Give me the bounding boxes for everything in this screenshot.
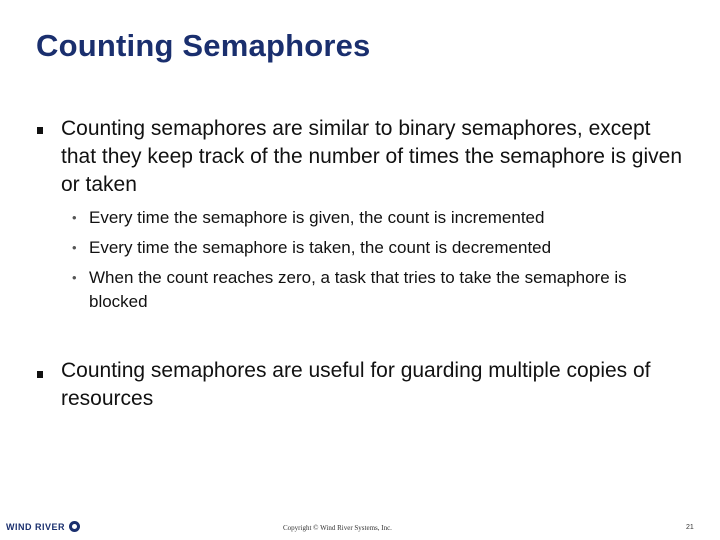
sub-bullet-icon: • [72,270,77,285]
footer-logo [6,521,80,532]
wind-river-logo-icon [69,521,80,532]
bullet-square-icon [37,371,43,378]
sub-bullet-icon: • [72,240,77,255]
copyright-text: Copyright © Wind River Systems, Inc. [283,524,392,532]
sub-bullet-text: When the count reaches zero, a task that tries to take the semaphore is blocked [89,268,627,311]
slide-title: Counting Semaphores [36,28,371,63]
page-number: 21 [686,524,694,531]
sub-bullet-text: Every time the semaphore is taken, the count is decremented [89,238,552,257]
bullet-text: Counting semaphores are useful for guarding multiple copies of resources [61,359,651,410]
sub-bullet-icon: • [72,210,77,225]
bullet-text: Counting semaphores are similar to binary semaphores, except that they keep track of the number of times the semaphore is given or taken [61,117,682,196]
logo-text: WIND RIVER [6,521,65,532]
sub-bullet-text: Every time the semaphore is given, the count is incremented [89,208,545,227]
bullet-square-icon [37,127,43,134]
